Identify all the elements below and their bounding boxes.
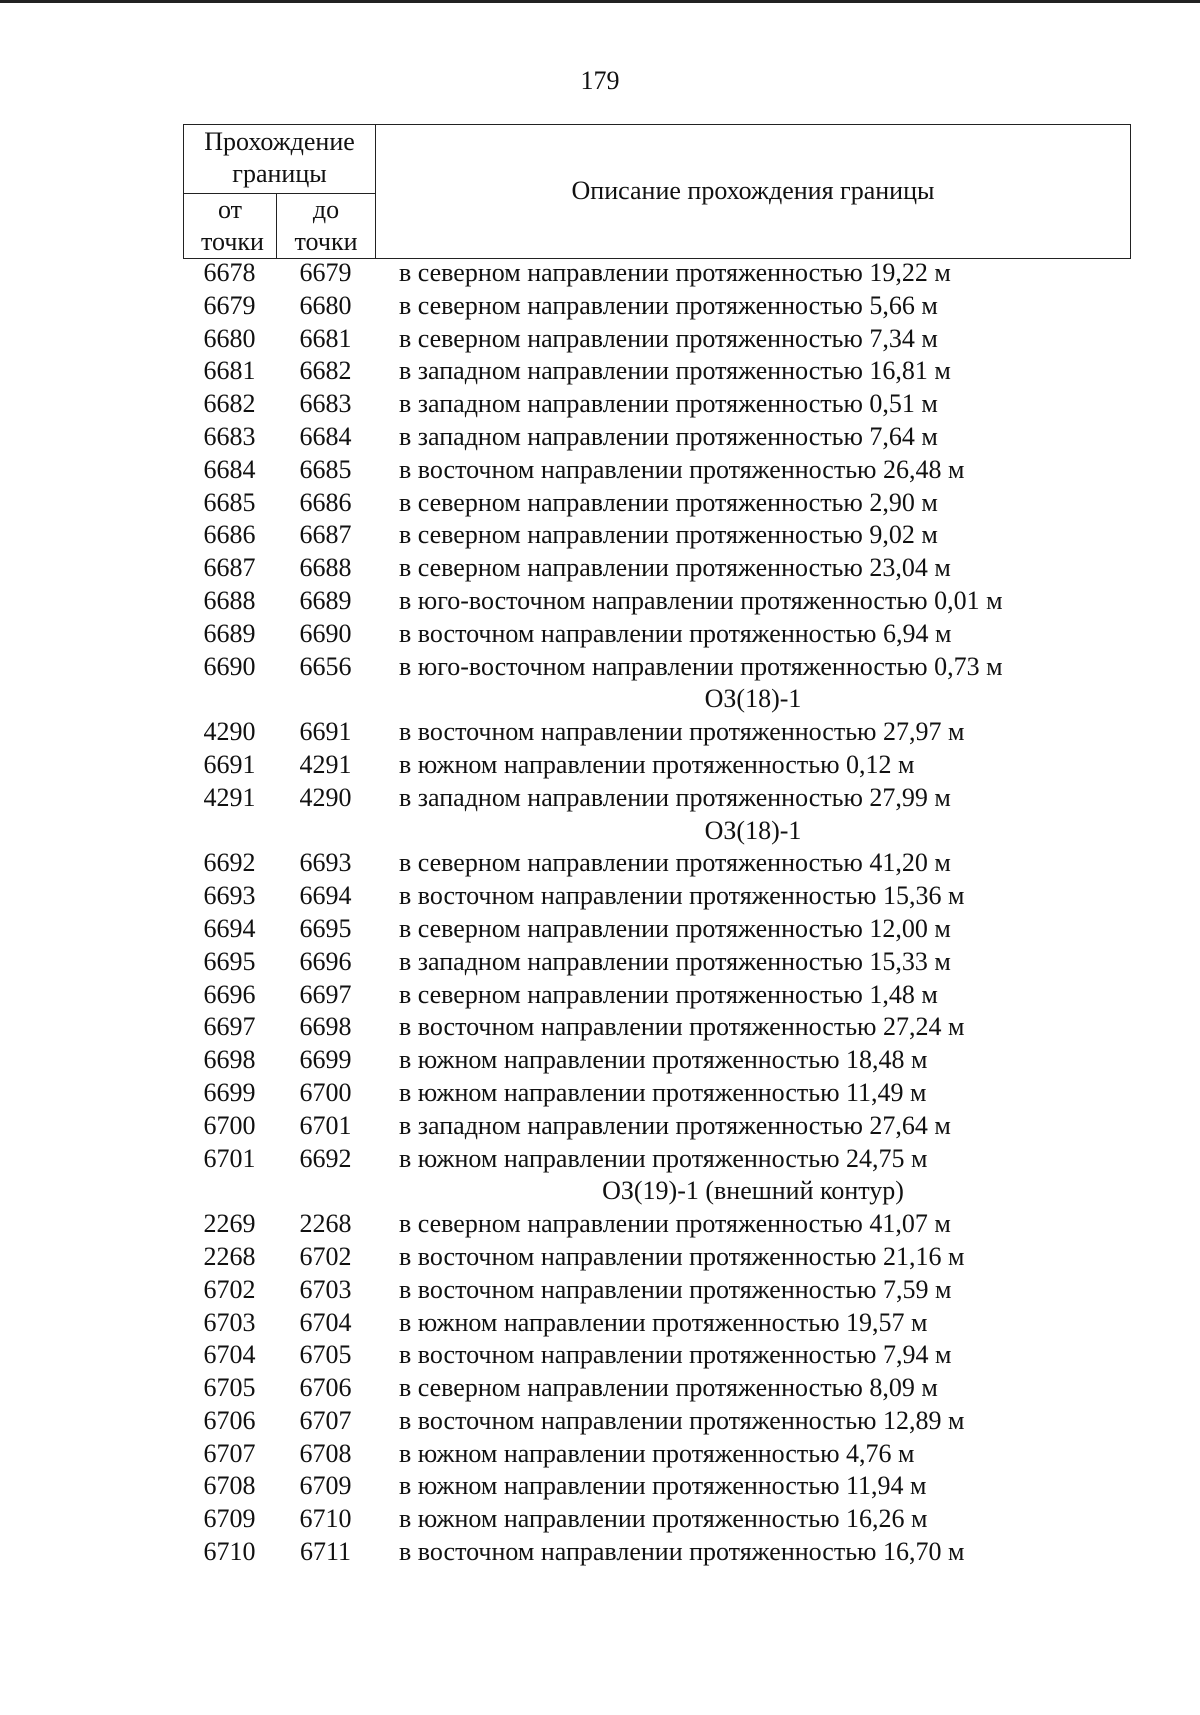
header-to-label: до точки [294, 195, 358, 256]
table-row [183, 847, 1183, 880]
boundary-table-body [183, 257, 1183, 1569]
segment-description: в восточном направлении протяженностью 21,16 м [399, 1241, 965, 1271]
from-point: 6678 [203, 258, 256, 287]
segment-description: в северном направлении протяженностью 5,66 м [399, 290, 938, 320]
segment-description: в южном направлении протяженностью 18,48 м [399, 1045, 928, 1075]
from-point: 6690 [203, 651, 256, 681]
from-point: 6698 [203, 1045, 256, 1075]
to-point: 6689 [299, 585, 352, 615]
section-title: ОЗ(19)-1 (внешний контур) [602, 1176, 904, 1206]
from-point: 6693 [203, 881, 256, 911]
segment-description: в юго-восточном направлении протяженностью 0,01 м [399, 585, 1003, 615]
from-point: 2268 [203, 1241, 256, 1271]
segment-description: в южном направлении протяженностью 4,76 м [399, 1438, 915, 1468]
to-point: 4290 [299, 782, 352, 812]
table-row [183, 618, 1183, 651]
to-point: 6708 [299, 1438, 352, 1468]
segment-description: в южном направлении протяженностью 24,75 м [399, 1143, 928, 1173]
from-point: 6684 [203, 454, 256, 484]
table-row [183, 1536, 1183, 1569]
to-point: 6711 [299, 1537, 352, 1567]
to-point: 6679 [299, 258, 352, 287]
from-point: 6696 [203, 979, 256, 1009]
page-number: 179 [580, 66, 620, 95]
table-row [183, 323, 1183, 356]
to-point: 6706 [299, 1373, 352, 1403]
to-point: 6680 [299, 290, 352, 320]
to-point: 6685 [299, 454, 352, 484]
table-row [183, 1241, 1183, 1274]
segment-description: в северном направлении протяженностью 2,90 м [399, 487, 938, 517]
from-point: 6702 [203, 1274, 256, 1304]
to-point: 6656 [299, 651, 352, 681]
table-row [183, 979, 1183, 1012]
table-row [183, 651, 1183, 684]
table-row [183, 1438, 1183, 1471]
to-point: 6701 [299, 1110, 352, 1140]
from-point: 6686 [203, 520, 256, 550]
segment-description: в северном направлении протяженностью 7,34 м [399, 323, 938, 353]
section-row [183, 683, 1183, 716]
segment-description: в северном направлении протяженностью 41,20 м [399, 848, 951, 878]
from-point: 6682 [203, 389, 256, 419]
header-group-title: Прохождение границы [204, 127, 355, 188]
top-rule [0, 0, 1200, 3]
segment-description: в западном направлении протяженностью 15,33 м [399, 946, 951, 976]
to-point: 2268 [299, 1209, 352, 1239]
segment-description: в восточном направлении протяженностью 6,94 м [399, 618, 952, 648]
from-point: 6691 [203, 749, 256, 779]
section-row [183, 815, 1183, 848]
table-row [183, 1143, 1183, 1176]
from-point: 6687 [203, 553, 256, 583]
table-row [183, 946, 1183, 979]
table-row [183, 749, 1183, 782]
from-point: 6692 [203, 848, 256, 878]
table-row [183, 913, 1183, 946]
from-point: 6710 [203, 1537, 256, 1567]
to-point: 6683 [299, 389, 352, 419]
to-point: 6710 [299, 1504, 352, 1534]
segment-description: в восточном направлении протяженностью 16,70 м [399, 1537, 965, 1567]
table-row [183, 290, 1183, 323]
table-row [183, 880, 1183, 913]
to-point: 6702 [299, 1241, 352, 1271]
segment-description: в северном направлении протяженностью 9,02 м [399, 520, 938, 550]
section-title: ОЗ(18)-1 [704, 684, 802, 714]
segment-description: в западном направлении протяженностью 27,64 м [399, 1110, 951, 1140]
to-point: 6704 [299, 1307, 352, 1337]
to-point: 6687 [299, 520, 352, 550]
from-point: 6688 [203, 585, 256, 615]
segment-description: в южном направлении протяженностью 11,94 м [399, 1471, 927, 1501]
segment-description: в восточном направлении протяженностью 12,89 м [399, 1405, 965, 1435]
table-row [183, 1307, 1183, 1340]
to-point: 6709 [299, 1471, 352, 1501]
to-point: 6686 [299, 487, 352, 517]
from-point: 6701 [203, 1143, 256, 1173]
header-description-title: Описание прохождения границы [571, 176, 935, 205]
segment-description: в южном направлении протяженностью 0,12 м [399, 749, 915, 779]
segment-description: в западном направлении протяженностью 27,99 м [399, 782, 951, 812]
from-point: 6680 [203, 323, 256, 353]
to-point: 6705 [299, 1340, 352, 1370]
table-row [183, 421, 1183, 454]
table-row [183, 355, 1183, 388]
to-point: 6691 [299, 717, 352, 747]
table-row [183, 388, 1183, 421]
segment-description: в северном направлении протяженностью 41,07 м [399, 1209, 951, 1239]
to-point: 6688 [299, 553, 352, 583]
from-point: 6708 [203, 1471, 256, 1501]
segment-description: в северном направлении протяженностью 8,09 м [399, 1373, 938, 1403]
to-point: 6699 [299, 1045, 352, 1075]
table-row [183, 454, 1183, 487]
table-row [183, 782, 1183, 815]
from-point: 4291 [203, 782, 256, 812]
table-row [183, 1405, 1183, 1438]
section-row [183, 1175, 1183, 1208]
from-point: 6695 [203, 946, 256, 976]
to-point: 6700 [299, 1077, 352, 1107]
section-title: ОЗ(18)-1 [704, 815, 802, 845]
table-row [183, 1077, 1183, 1110]
segment-description: в северном направлении протяженностью 1,48 м [399, 979, 938, 1009]
from-point: 6706 [203, 1405, 256, 1435]
to-point: 4291 [299, 749, 352, 779]
header-from-label: от точки [201, 195, 264, 256]
to-point: 6703 [299, 1274, 352, 1304]
table-row [183, 257, 1183, 290]
from-point: 6707 [203, 1438, 256, 1468]
from-point: 6694 [203, 913, 256, 943]
segment-description: в северном направлении протяженностью 12,00 м [399, 913, 951, 943]
segment-description: в восточном направлении протяженностью 7,94 м [399, 1340, 952, 1370]
table-row [183, 1110, 1183, 1143]
segment-description: в северном направлении протяженностью 19,22 м [399, 258, 951, 287]
table-row [183, 1011, 1183, 1044]
table-header [183, 124, 1131, 259]
table-row [183, 1372, 1183, 1405]
from-point: 6683 [203, 421, 256, 451]
table-row [183, 1274, 1183, 1307]
to-point: 6690 [299, 618, 352, 648]
to-point: 6707 [299, 1405, 352, 1435]
from-point: 6709 [203, 1504, 256, 1534]
to-point: 6684 [299, 421, 352, 451]
to-point: 6696 [299, 946, 352, 976]
to-point: 6682 [299, 356, 352, 386]
table-row [183, 487, 1183, 520]
segment-description: в южном направлении протяженностью 19,57 м [399, 1307, 928, 1337]
segment-description: в западном направлении протяженностью 16,81 м [399, 356, 951, 386]
to-point: 6695 [299, 913, 352, 943]
to-point: 6698 [299, 1012, 352, 1042]
segment-description: в западном направлении протяженностью 0,51 м [399, 389, 938, 419]
segment-description: в восточном направлении протяженностью 27,24 м [399, 1012, 965, 1042]
from-point: 2269 [203, 1209, 256, 1239]
table-row [183, 716, 1183, 749]
segment-description: в северном направлении протяженностью 23,04 м [399, 553, 951, 583]
segment-description: в южном направлении протяженностью 11,49 м [399, 1077, 927, 1107]
to-point: 6697 [299, 979, 352, 1009]
from-point: 6697 [203, 1012, 256, 1042]
segment-description: в восточном направлении протяженностью 26,48 м [399, 454, 965, 484]
from-point: 6703 [203, 1307, 256, 1337]
table-row [183, 1339, 1183, 1372]
table-row [183, 585, 1183, 618]
to-point: 6692 [299, 1143, 352, 1173]
from-point: 6704 [203, 1340, 256, 1370]
segment-description: в южном направлении протяженностью 16,26 м [399, 1504, 928, 1534]
from-point: 4290 [203, 717, 256, 747]
from-point: 6679 [203, 290, 256, 320]
segment-description: в юго-восточном направлении протяженностью 0,73 м [399, 651, 1003, 681]
from-point: 6685 [203, 487, 256, 517]
table-row [183, 1208, 1183, 1241]
table-row [183, 552, 1183, 585]
from-point: 6700 [203, 1110, 256, 1140]
segment-description: в восточном направлении протяженностью 27,97 м [399, 717, 965, 747]
table-row [183, 1503, 1183, 1536]
to-point: 6681 [299, 323, 352, 353]
from-point: 6681 [203, 356, 256, 386]
table-row [183, 519, 1183, 552]
from-point: 6689 [203, 618, 256, 648]
from-point: 6705 [203, 1373, 256, 1403]
from-point: 6699 [203, 1077, 256, 1107]
to-point: 6694 [299, 881, 352, 911]
table-row [183, 1044, 1183, 1077]
to-point: 6693 [299, 848, 352, 878]
segment-description: в восточном направлении протяженностью 7,59 м [399, 1274, 952, 1304]
table-row [183, 1470, 1183, 1503]
segment-description: в западном направлении протяженностью 7,64 м [399, 421, 938, 451]
segment-description: в восточном направлении протяженностью 15,36 м [399, 881, 965, 911]
